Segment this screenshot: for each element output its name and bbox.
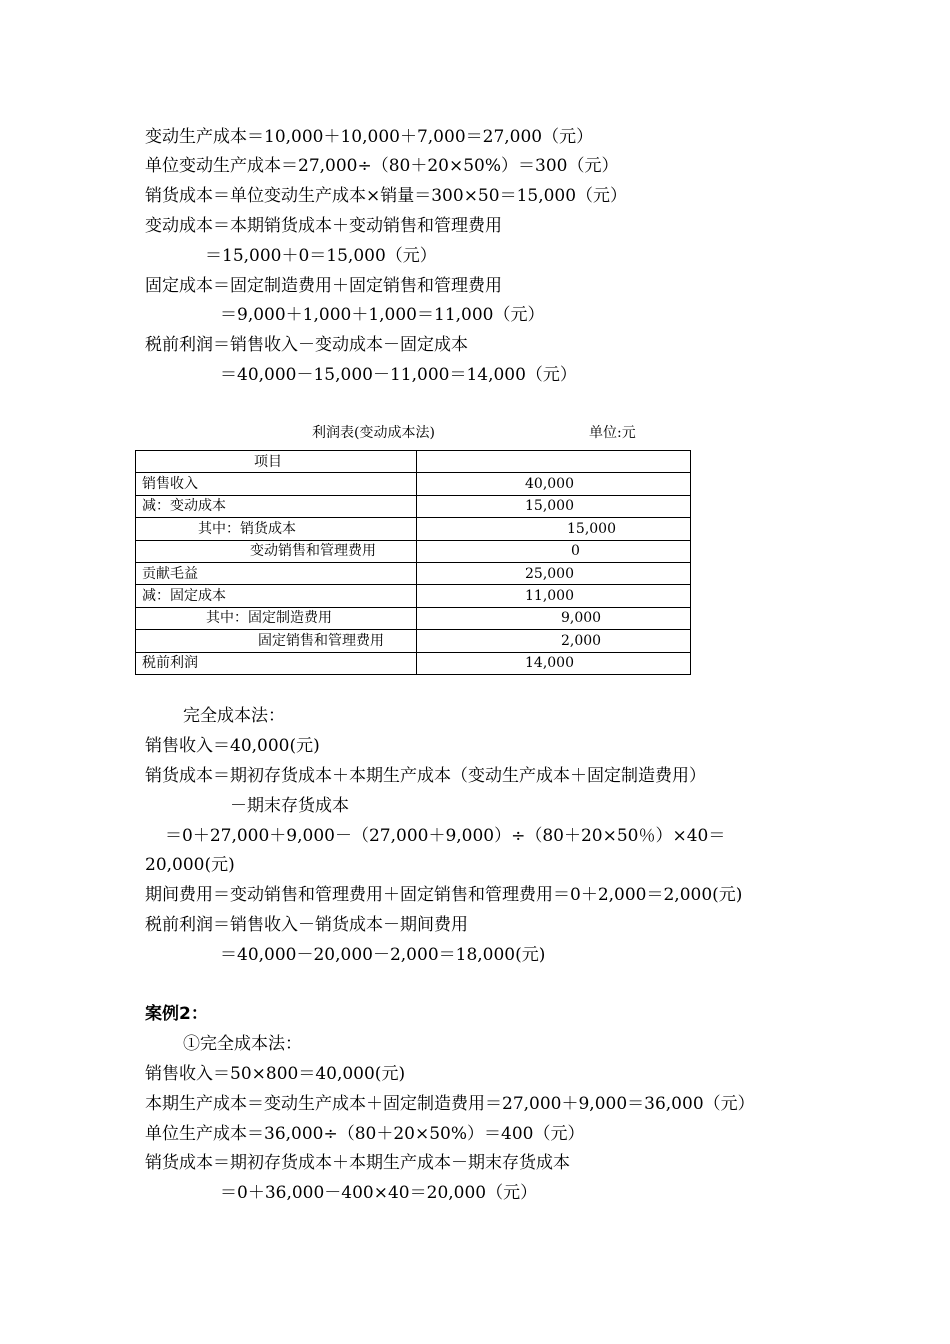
- row-label: 其中：销货成本: [136, 518, 417, 540]
- calc-line: 税前利润＝销售收入－销货成本－期间费用: [145, 915, 468, 935]
- row-value: 25,000: [417, 562, 691, 584]
- case-heading: 案例2：: [145, 1004, 208, 1024]
- calc-line: ＝40,000－20,000－2,000＝18,000(元): [220, 945, 546, 965]
- row-value: 40,000: [417, 473, 691, 495]
- calc-line: 税前利润＝销售收入－变动成本－固定成本: [145, 335, 468, 355]
- table-row: [136, 652, 691, 674]
- row-label: 减：固定成本: [136, 585, 417, 607]
- row-value: 15,000: [417, 518, 691, 540]
- calc-line: ＝15,000＋0＝15,000（元）: [205, 246, 437, 266]
- row-label: 减：变动成本: [136, 495, 417, 517]
- calc-line: 变动成本＝本期销货成本＋变动销售和管理费用: [145, 216, 502, 236]
- row-label: 税前利润: [136, 652, 417, 674]
- calc-line: 单位生产成本＝36,000÷（80＋20×50%）＝400（元）: [145, 1124, 585, 1144]
- table-row: [136, 585, 691, 607]
- row-label: 贡献毛益: [136, 562, 417, 584]
- calc-line: 本期生产成本＝变动生产成本＋固定制造费用＝27,000＋9,000＝36,000（元）: [145, 1094, 755, 1114]
- calc-line: 20,000(元): [145, 855, 235, 875]
- calc-line: ＝0＋27,000＋9,000－（27,000＋9,000）÷（80＋20×50％）×40＝: [165, 826, 726, 846]
- table-unit: 单位:元: [589, 425, 636, 441]
- row-label: 固定销售和管理费用: [136, 630, 417, 652]
- calc-line: 固定成本＝固定制造费用＋固定销售和管理费用: [145, 276, 502, 296]
- calc-line: 销货成本＝期初存货成本＋本期生产成本（变动生产成本＋固定制造费用）: [145, 766, 706, 786]
- table-row: [136, 540, 691, 562]
- section-heading: ①完全成本法：: [183, 1034, 302, 1054]
- calc-line: ＝40,000－15,000－11,000＝14,000（元）: [220, 365, 577, 385]
- calc-line: 销货成本＝单位变动生产成本×销量＝300×50＝15,000（元）: [145, 186, 628, 206]
- table-title: 利润表(变动成本法): [312, 425, 435, 441]
- calc-line: ＝9,000＋1,000＋1,000＝11,000（元）: [220, 305, 545, 325]
- row-value: 14,000: [417, 652, 691, 674]
- row-value: 2,000: [417, 630, 691, 652]
- row-label: 其中：固定制造费用: [136, 607, 417, 629]
- table-header-value: [417, 451, 691, 473]
- profit-statement-table: [135, 450, 691, 675]
- table-row: [136, 630, 691, 652]
- row-value: 15,000: [417, 495, 691, 517]
- calc-line: 销售收入＝40,000(元): [145, 736, 320, 756]
- table-row: [136, 473, 691, 495]
- calc-line: 销售收入＝50×800＝40,000(元): [145, 1064, 406, 1084]
- table-header-item: 项目: [136, 451, 417, 473]
- table-row: [136, 562, 691, 584]
- table-row: [136, 518, 691, 540]
- calc-line: 变动生产成本＝10,000＋10,000＋7,000＝27,000（元）: [145, 127, 594, 147]
- calc-line: 单位变动生产成本＝27,000÷（80＋20×50%）＝300（元）: [145, 156, 619, 176]
- section-heading: 完全成本法：: [183, 706, 285, 726]
- table-header-row: [136, 451, 691, 473]
- table-row: [136, 495, 691, 517]
- row-value: 11,000: [417, 585, 691, 607]
- calc-line: 期间费用＝变动销售和管理费用＋固定销售和管理费用＝0＋2,000＝2,000(元): [145, 885, 743, 905]
- row-value: 9,000: [417, 607, 691, 629]
- calc-line: 销货成本＝期初存货成本＋本期生产成本－期末存货成本: [145, 1153, 570, 1173]
- table-row: [136, 607, 691, 629]
- calc-line: －期末存货成本: [230, 796, 349, 816]
- row-label: 变动销售和管理费用: [136, 540, 417, 562]
- calc-line: ＝0＋36,000－400×40＝20,000（元）: [220, 1183, 538, 1203]
- row-label: 销售收入: [136, 473, 417, 495]
- row-value: 0: [417, 540, 691, 562]
